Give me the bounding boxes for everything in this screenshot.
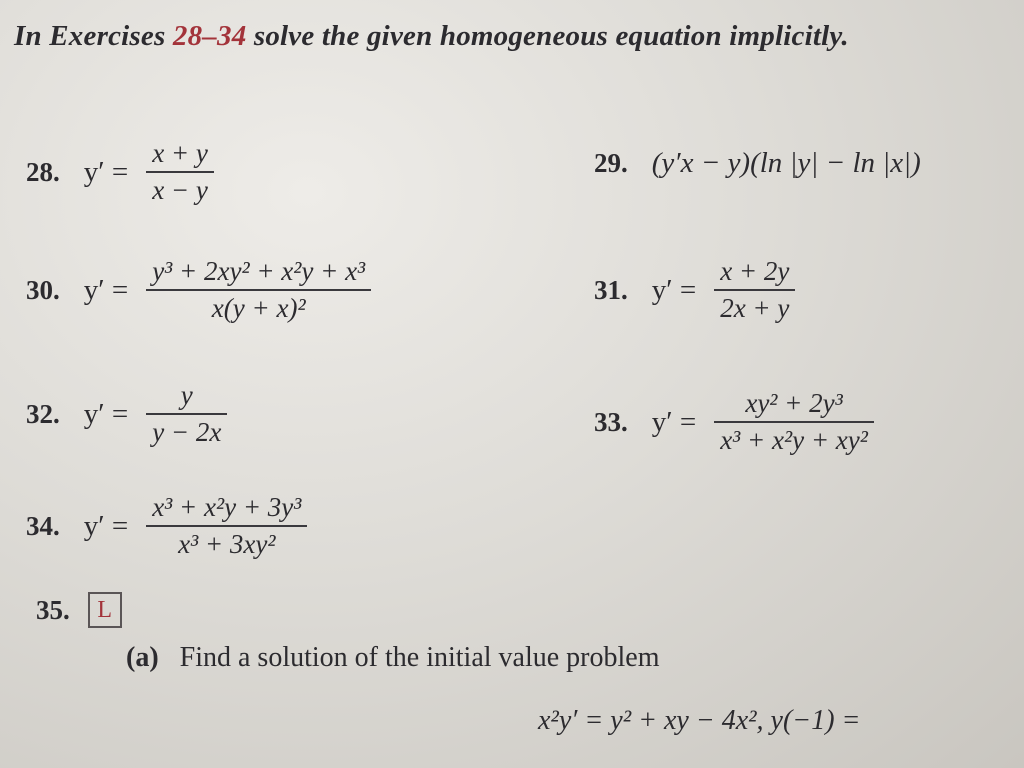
exercise-heading	[14, 20, 849, 53]
equation-lhs: y′ =	[651, 405, 697, 438]
equation-lhs: y′ =	[83, 509, 129, 542]
exercise-35	[36, 592, 122, 628]
fraction	[146, 256, 371, 324]
equation-lhs: y′ =	[651, 273, 697, 306]
equation-lhs: y′ =	[83, 155, 129, 188]
fraction	[714, 388, 874, 456]
heading-suffix: solve the given homogeneous equation implicitly.	[253, 20, 849, 52]
exercise-29	[594, 147, 921, 180]
fraction-denominator: x − y	[152, 175, 208, 205]
exercise-number: 28.	[26, 156, 60, 187]
exercise-number: 34.	[26, 510, 60, 541]
exercise-32	[26, 380, 227, 448]
fraction-denominator: 2x + y	[720, 293, 790, 323]
lab-badge-icon[interactable]: L	[88, 592, 122, 628]
fraction-denominator: y − 2x	[152, 417, 222, 447]
heading-prefix: In Exercises	[14, 20, 166, 52]
exercise-number: 31.	[594, 274, 628, 305]
fraction-numerator: x + 2y	[720, 256, 790, 286]
fraction-numerator: xy² + 2y³	[745, 388, 843, 418]
fraction-numerator: x³ + x²y + 3y³	[152, 492, 302, 522]
fraction-numerator: y³ + 2xy² + x²y + x³	[152, 256, 366, 286]
fraction-denominator: x(y + x)²	[211, 293, 306, 323]
exercise-number: 33.	[594, 406, 628, 437]
exercise-number: 30.	[26, 274, 60, 305]
equation-lhs: y′ =	[83, 397, 129, 430]
fraction	[146, 138, 214, 206]
exercise-31	[594, 256, 795, 324]
exercise-number: 32.	[26, 398, 60, 429]
fraction	[714, 256, 795, 324]
exercise-35-part-a	[126, 642, 659, 674]
initial-value-equation: x²y′ = y² + xy − 4x², y(−1) =	[538, 705, 861, 736]
exercise-number: 29.	[594, 148, 628, 178]
fraction-denominator: x³ + x²y + xy²	[720, 425, 868, 455]
fraction	[146, 380, 227, 448]
heading-exercise-range[interactable]: 28–34	[172, 20, 247, 52]
equation: (y′x − y)(ln |y| − ln |x|)	[651, 147, 921, 179]
exercise-number: 35.	[36, 594, 70, 625]
exercise-28	[26, 138, 214, 206]
part-label: (a)	[126, 642, 159, 673]
fraction-numerator: x + y	[152, 138, 208, 168]
part-text: Find a solution of the initial value problem	[179, 642, 660, 673]
exercise-34	[26, 492, 307, 560]
exercise-33	[594, 388, 874, 456]
fraction	[146, 492, 307, 560]
exercise-30	[26, 256, 371, 324]
equation-lhs: y′ =	[83, 273, 129, 306]
fraction-numerator: y	[180, 380, 193, 410]
fraction-denominator: x³ + 3xy²	[178, 529, 276, 559]
